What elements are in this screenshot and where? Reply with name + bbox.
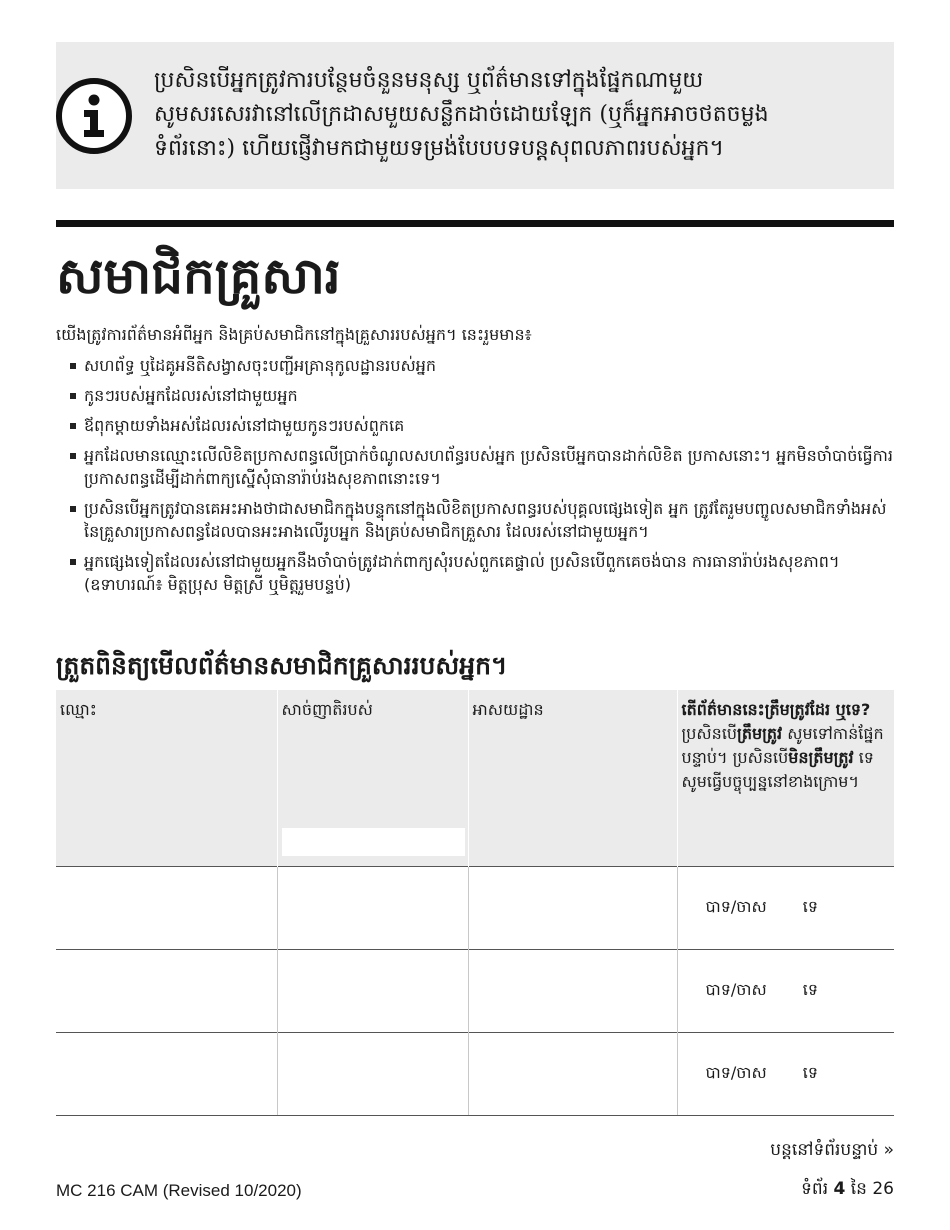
- notice-line: ប្រសិនបើអ្នកត្រូវការបន្ថែមចំនួនមនុស្ស ឬព័ត៌មានទៅក្នុងផ្នែកណាមួយ: [154, 68, 704, 93]
- list-item: សហព័ទ្ធ ឬដៃគូអនីតិសង្វាសចុះបញ្ជីអគ្រានុកូលដ្ឋានរបស់អ្នក: [70, 354, 894, 377]
- table-row: [56, 949, 894, 1032]
- column-header-relation: សាច់ញាតិរបស់: [277, 690, 468, 866]
- notice-line: សូមសរសេរវានៅលើក្រដាសមួយសន្លឹកដាច់ដោយឡែក (ឬក៏អ្នកអាចថតចម្លង: [154, 102, 769, 127]
- list-item: អ្នកដែលមានឈ្មោះលើលិខិតប្រកាសពន្ធលើប្រាក់ចំណូលសហព័ន្ធរបស់អ្នក ប្រសិនបើអ្នកបានដាក់លិខិត ប្រកាសនោះ។ អ្នកមិនចាំបាច់ធ្វើការប្រកាសពន្ធដើម្បីដាក់ពាក្យស្នើសុំធានារ៉ាប់រងសុខភាពនោះទេ។: [70, 444, 894, 490]
- verify-cell: [677, 866, 894, 949]
- table-row: [56, 866, 894, 949]
- page-number: ទំព័រ 4 នៃ 26: [801, 1179, 894, 1199]
- notice-text: [154, 64, 878, 166]
- list-item: ឪពុកម្តាយទាំងអស់ដែលរស់នៅជាមួយកូនៗរបស់ពួកគេ: [70, 414, 894, 437]
- list-item: អ្នកផ្សេងទៀតដែលរស់នៅជាមួយអ្នកនឹងចាំបាច់ត្រូវដាក់ពាក្យសុំរបស់ពួកគេផ្ទាល់ ប្រសិនបើពួកគេចង់បាន ការធានារ៉ាប់រងសុខភាព។ (ឧទាហរណ៍៖ មិត្តប្រុស មិត្តស្រី ឬមិត្តរួមបន្ទប់): [70, 550, 894, 596]
- column-header-verify: តើព័ត៌មាននេះត្រឹមត្រូវដែរ ឬទេ? ប្រសិនបើត្រឹមត្រូវ សូមទៅកាន់ផ្នែកបន្ទាប់។ ប្រសិនបើមិនត្រឹមត្រូវ ទេ សូមធ្វើបច្ចុប្បន្ននៅខាងក្រោម។: [677, 690, 894, 866]
- name-cell[interactable]: [56, 866, 277, 949]
- no-option[interactable]: ទេ: [802, 1062, 818, 1082]
- page-title: សមាជិកគ្រួសារ: [56, 246, 341, 305]
- section-rule: [56, 220, 894, 227]
- form-id: MC 216 CAM (Revised 10/2020): [56, 1181, 302, 1200]
- relation-cell[interactable]: [277, 1032, 468, 1115]
- yes-option[interactable]: បាទ/ចាស: [705, 896, 767, 916]
- no-option[interactable]: ទេ: [802, 896, 818, 916]
- member-criteria-list: [70, 354, 894, 603]
- yes-option[interactable]: បាទ/ចាស: [705, 1062, 767, 1082]
- column-header-name: ឈ្មោះ: [56, 690, 277, 866]
- column-header-address: អាសយដ្ឋាន: [468, 690, 677, 866]
- list-item: កូនៗរបស់អ្នកដែលរស់នៅជាមួយអ្នក: [70, 384, 894, 407]
- info-icon: [56, 78, 132, 154]
- verify-cell: [677, 1032, 894, 1115]
- address-cell[interactable]: [468, 866, 677, 949]
- address-cell[interactable]: [468, 1032, 677, 1115]
- intro-text: យើងត្រូវការព័ត៌មានអំពីអ្នក និងគ្រប់សមាជិកនៅក្នុងគ្រួសាររបស់អ្នក។ នេះរួមមាន៖: [56, 325, 532, 344]
- household-members-table: [56, 690, 894, 1116]
- no-option[interactable]: ទេ: [802, 979, 818, 999]
- relation-cell[interactable]: [277, 866, 468, 949]
- list-item: ប្រសិនបើអ្នកត្រូវបានគេអះអាងថាជាសមាជិកក្នុងបន្ទុកនៅក្នុងលិខិតប្រកាសពន្ធរបស់បុគ្គលផ្សេងទៀត អ្នក ត្រូវតែរួមបញ្ចូលសមាជិកទាំងអស់ នៃគ្រួសារប្រកាសពន្ធដែលបានអះអាងលើរូបអ្នក និងគ្រប់សមាជិកគ្រួសារ ដែលរស់នៅជាមួយអ្នក។: [70, 497, 894, 543]
- continue-next-page: បន្តនៅទំព័របន្ទាប់ »: [770, 1140, 894, 1160]
- name-cell[interactable]: [56, 949, 277, 1032]
- notice-line: ទំព័រនោះ) ហើយផ្ញើវាមកជាមួយទម្រង់បែបបទបន្តសុពលភាពរបស់អ្នក។: [154, 136, 724, 161]
- verify-cell: [677, 949, 894, 1032]
- section-subheading: ត្រួតពិនិត្យមើលព័ត៌មានសមាជិកគ្រួសាររបស់អ្នក។: [56, 651, 508, 680]
- table-row: [56, 1032, 894, 1115]
- yes-option[interactable]: បាទ/ចាស: [705, 979, 767, 999]
- address-cell[interactable]: [468, 949, 677, 1032]
- relation-header-field[interactable]: [282, 828, 465, 856]
- name-cell[interactable]: [56, 1032, 277, 1115]
- notice-box: [56, 42, 894, 189]
- relation-cell[interactable]: [277, 949, 468, 1032]
